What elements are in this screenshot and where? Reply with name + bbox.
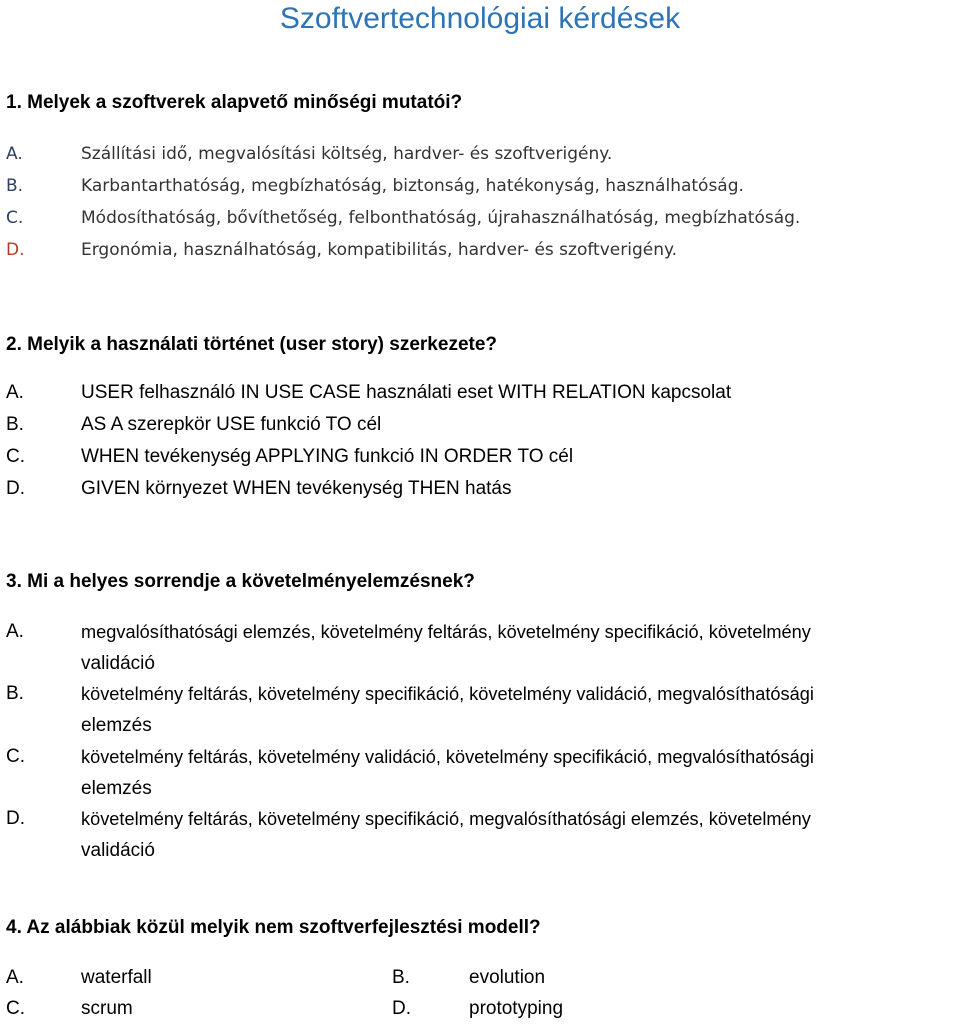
- option-letter: B.: [6, 683, 24, 704]
- option-letter: D.: [6, 478, 25, 499]
- option-letter: D.: [6, 240, 25, 260]
- question-1: 1. Melyek a szoftverek alapvető minőségi mutatói?: [6, 92, 463, 113]
- q4-option-b-letter: B.: [392, 967, 410, 988]
- q2-option-a: [6, 377, 960, 409]
- option-text-line-1: megvalósíthatósági elemzés, követelmény feltárás, követelmény specifikáció, követelmény: [81, 622, 811, 642]
- option-text: Szállítási idő, megvalósítási költség, hardver- és szoftverigény.: [81, 144, 613, 164]
- q3-option-a: [6, 616, 960, 680]
- q3-option-d: [6, 803, 960, 867]
- option-text: AS A szerepkör USE funkció TO cél: [81, 414, 382, 435]
- q1-option-c: [6, 202, 960, 234]
- page-title: Szoftvertechnológiai kérdések: [279, 2, 681, 35]
- option-letter: B.: [6, 176, 24, 196]
- question-3: 3. Mi a helyes sorrendje a követelményelemzésnek?: [6, 571, 475, 592]
- q4-option-c-letter: C.: [6, 998, 25, 1019]
- option-letter: D.: [6, 808, 25, 829]
- option-text: Ergonómia, használhatóság, kompatibilitás, hardver- és szoftverigény.: [81, 240, 678, 260]
- question-2: 2. Melyik a használati történet (user story) szerkezete?: [6, 334, 498, 355]
- option-letter: C.: [6, 446, 25, 467]
- option-letter: C.: [6, 208, 24, 228]
- option-letter: C.: [6, 746, 25, 767]
- option-text: GIVEN környezet WHEN tevékenység THEN hatás: [81, 478, 512, 499]
- q4-option-c-text: scrum: [81, 998, 133, 1019]
- q4-option-b-text: evolution: [469, 967, 546, 988]
- q4-option-a-text: waterfall: [81, 967, 152, 988]
- q3-option-c: [6, 741, 960, 805]
- option-text-line-2: elemzés: [81, 778, 152, 799]
- q1-option-b: [6, 170, 960, 202]
- option-text-line-1: követelmény feltárás, követelmény validáció, követelmény specifikáció, megvalósíthatósági: [81, 747, 814, 767]
- option-letter: A.: [6, 382, 24, 403]
- option-text: WHEN tevékenység APPLYING funkció IN ORDER TO cél: [81, 446, 574, 467]
- option-text: USER felhasználó IN USE CASE használati eset WITH RELATION kapcsolat: [81, 382, 732, 403]
- q2-option-b: [6, 409, 960, 441]
- option-letter: B.: [6, 414, 24, 435]
- option-text-line-2: validáció: [81, 840, 155, 861]
- q2-option-c: [6, 441, 960, 473]
- option-text-line-1: követelmény feltárás, követelmény specifikáció, megvalósíthatósági elemzés, követelmény: [81, 809, 811, 829]
- q3-option-b: [6, 678, 960, 742]
- q4-option-d-letter: D.: [392, 998, 411, 1019]
- option-text-line-2: validáció: [81, 653, 155, 674]
- q1-option-d: [6, 234, 960, 266]
- q4-option-a-letter: A.: [6, 967, 24, 988]
- option-text-line-1: követelmény feltárás, követelmény specifikáció, követelmény validáció, megvalósíthatósági: [81, 684, 814, 704]
- option-letter: A.: [6, 621, 24, 642]
- option-text: Módosíthatóság, bővíthetőség, felbonthatóság, újrahasználhatóság, megbízhatóság.: [81, 208, 801, 228]
- option-text-line-2: elemzés: [81, 715, 152, 736]
- q4-option-d-text: prototyping: [469, 998, 564, 1019]
- q1-option-a: [6, 138, 960, 170]
- question-4: 4. Az alábbiak közül melyik nem szoftverfejlesztési modell?: [6, 917, 541, 938]
- option-text: Karbantarthatóság, megbízhatóság, biztonság, hatékonyság, használhatóság.: [81, 176, 744, 196]
- q2-option-d: [6, 473, 960, 505]
- option-letter: A.: [6, 144, 23, 164]
